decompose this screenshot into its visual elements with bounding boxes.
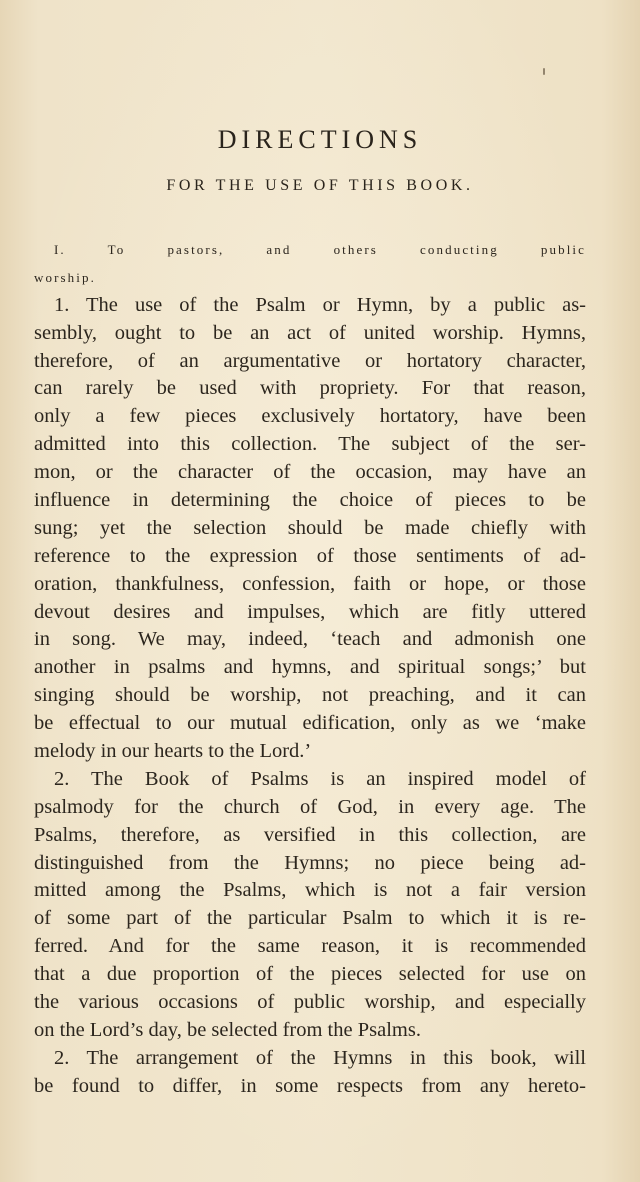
- paragraph-line: sembly, ought to be an act of united worship. Hymns,: [34, 321, 586, 344]
- paragraph-line: can rarely be used with propriety. For that reason,: [34, 377, 586, 400]
- paragraph-line: admitted into this collection. The subject of the ser-: [34, 433, 586, 456]
- paragraph-line: singing should be worship, not preaching, and it can: [34, 684, 586, 707]
- paragraph-line: 2. The Book of Psalms is an inspired model of: [54, 767, 586, 790]
- paragraph-line: 2. The arrangement of the Hymns in this book, will: [54, 1046, 586, 1069]
- paragraph-line: on the Lord’s day, be selected from the Psalms.: [34, 1018, 421, 1041]
- paragraph-line: sung; yet the selection should be made chiefly with: [34, 516, 586, 539]
- paragraph-line: oration, thankfulness, confession, faith or hope, or those: [34, 572, 586, 595]
- page-subtitle: FOR THE USE OF THIS BOOK.: [166, 177, 474, 194]
- paragraph-line: distinguished from the Hymns; no piece being ad-: [34, 851, 586, 874]
- page-title: DIRECTIONS: [217, 125, 423, 154]
- paragraph-line: influence in determining the choice of pieces to be: [34, 489, 586, 512]
- paragraph-line: mitted among the Psalms, which is not a fair version: [34, 879, 586, 902]
- paragraph-line: the various occasions of public worship, and especially: [34, 991, 586, 1014]
- paragraph-line: reference to the expression of those sentiments of ad-: [34, 544, 586, 567]
- ink-speck: [543, 68, 545, 75]
- section-heading-line: I. To pastors, and others conducting public: [54, 242, 586, 257]
- paragraph-line: be found to differ, in some respects from any hereto-: [34, 1074, 586, 1097]
- paragraph-line: that a due proportion of the pieces selected for use on: [34, 963, 586, 986]
- paragraph-line: another in psalms and hymns, and spiritual songs;’ but: [34, 656, 586, 679]
- paragraph-line: therefore, of an argumentative or hortatory character,: [34, 349, 586, 372]
- paragraph-line: be effectual to our mutual edification, only as we ‘make: [34, 712, 586, 735]
- paragraph-line: ferred. And for the same reason, it is recommended: [34, 935, 586, 958]
- paragraph-line: only a few pieces exclusively hortatory, have been: [34, 405, 586, 428]
- paragraph-line: Psalms, therefore, as versified in this collection, are: [34, 823, 586, 846]
- paragraph-line: 1. The use of the Psalm or Hymn, by a public as-: [54, 293, 586, 316]
- section-heading-line: worship.: [34, 269, 96, 285]
- paragraph-line: psalmody for the church of God, in every age. The: [34, 795, 586, 818]
- paragraph-line: devout desires and impulses, which are fitly uttered: [34, 600, 586, 623]
- paragraph-line: of some part of the particular Psalm to which it is re-: [34, 907, 586, 930]
- directions-text: [34, 236, 586, 1101]
- paragraph-line: in song. We may, indeed, ‘teach and admonish one: [34, 628, 586, 651]
- paragraph-line: melody in our hearts to the Lord.’: [34, 740, 312, 763]
- paragraph-line: mon, or the character of the occasion, may have an: [34, 461, 586, 484]
